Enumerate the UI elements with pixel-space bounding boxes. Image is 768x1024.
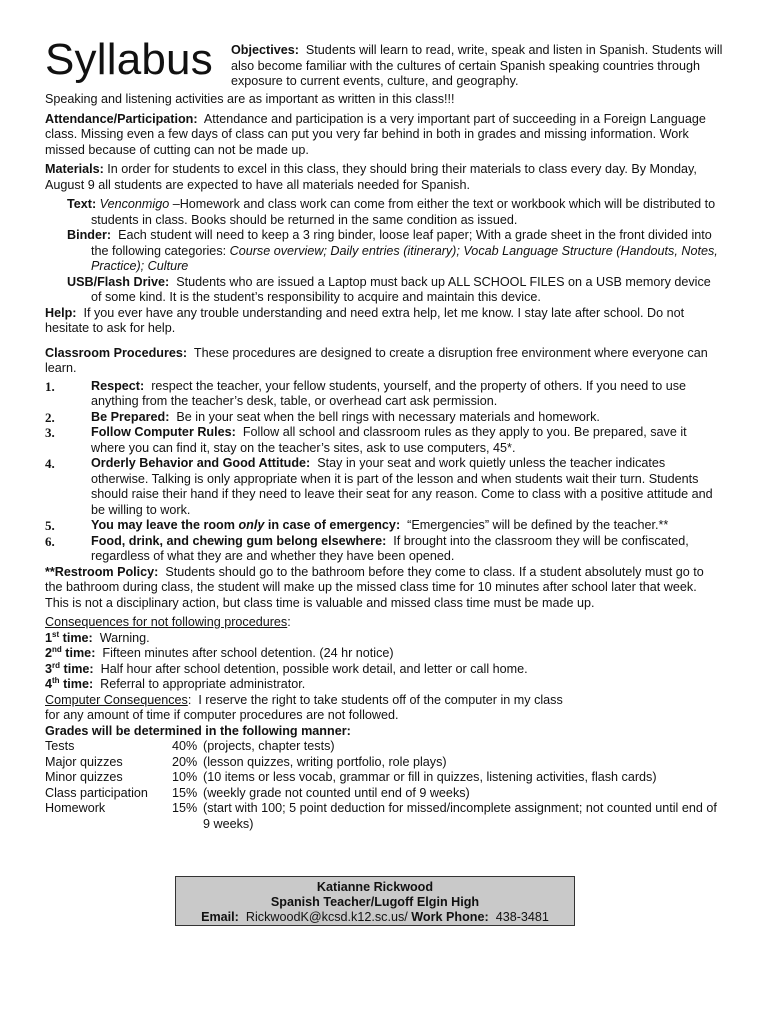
text-description: –Homework and class work can come from either the text or workbook which will be distributed to students in class. Books should be returned in the same condition as issued.	[91, 197, 716, 227]
rule-text: Follow all school and classroom rules as they apply to you. Be prepared, save it where you can find it, stay on the teacher’s sites, ask to use computers, 45*.	[91, 425, 687, 455]
consequence-text: Half hour after school detention, possible work detail, and letter or call home.	[100, 661, 528, 676]
rule-item	[45, 456, 723, 518]
materials-binder-item	[45, 228, 723, 275]
consequence-suffix: nd	[52, 645, 62, 654]
binder-categories: Course overview; Daily entries (itinerary); Vocab Language Structure (Handouts, Notes, Practice); Culture	[91, 243, 718, 273]
objectives-section	[231, 43, 723, 90]
rule-number: 6.	[45, 533, 55, 549]
restroom-section	[45, 565, 723, 612]
objectives-line2: Speaking and listening activities are as important as written in this class!!!	[45, 92, 455, 106]
rule-text: If brought into the classroom they will be confiscated, regardless of what they are and whether they have been opened.	[91, 533, 689, 563]
rule-number: 2.	[45, 409, 55, 425]
consequence-number: 4	[45, 677, 53, 691]
rule-number: 5.	[45, 518, 55, 533]
consequence-number: 2	[45, 646, 53, 660]
rule-number: 3.	[45, 425, 55, 440]
textbook-title: Venconmigo	[99, 197, 170, 211]
usb-text: Students who are issued a Laptop must back up ALL SCHOOL FILES on a USB memory device of some kind. It is the student’s responsibility to acquire and maintain this device.	[91, 274, 711, 304]
consequence-suffix: rd	[52, 660, 61, 670]
rule-label: Follow Computer Rules:	[91, 425, 236, 439]
grade-percent: 15%	[172, 801, 198, 815]
materials-text-item	[45, 197, 723, 228]
grade-note: (start with 100; 5 point deduction for missed/incomplete assignment; not counted until end of 9 weeks)	[203, 801, 717, 831]
consequence-item	[45, 662, 723, 678]
procedures-text: These procedures are designed to create a disruption free environment where everyone can learn.	[45, 345, 708, 375]
rule-text: Stay in your seat and work quietly unless the teacher indicates otherwise. Talking is only appropriate when it is part of the lesson and when students wait their turn. Students should raise their hand if they need to leave their seat for any reason. Come to class with a positive attitude and be willing to work.	[91, 456, 713, 517]
grade-note: (projects, chapter tests)	[203, 739, 335, 753]
rule-label: Orderly Behavior and Good Attitude:	[91, 456, 311, 470]
consequence-label: time:	[59, 630, 93, 645]
grade-percent: 40%	[172, 739, 198, 753]
consequence-number: 3	[45, 661, 53, 676]
table-row	[45, 786, 723, 802]
teacher-name: Katianne Rickwood	[316, 880, 434, 894]
rule-label-b: in case of emergency:	[264, 518, 401, 532]
consequence-label: time:	[61, 646, 96, 660]
phone-number: 438-3481	[495, 910, 549, 924]
table-row	[45, 755, 723, 771]
grade-note: (10 items or less vocab, grammar or fill in quizzes, listening activities, flash cards)	[203, 770, 657, 784]
consequence-item	[45, 646, 723, 662]
consequence-suffix: st	[52, 629, 60, 639]
usb-label: USB/Flash Drive:	[67, 274, 170, 289]
grades-heading: Grades will be determined in the following manner:	[45, 723, 351, 738]
restroom-text: Students should go to the bathroom before they come to class. If a student absolutely must go to the bathroom during class, the student will make up the missed class time for 10 minutes after school later that week. This is not a disciplinary action, but class time is valuable and missed class time must be made up.	[45, 564, 704, 610]
rule-item	[45, 534, 723, 565]
grade-category: Homework	[45, 801, 106, 815]
table-row	[45, 770, 723, 786]
binder-label: Binder:	[67, 228, 112, 242]
contact-box	[175, 876, 575, 926]
materials-usb-item	[45, 275, 723, 306]
rule-label-emphasis: only	[238, 518, 265, 532]
computer-consequences-heading: Computer Consequences	[45, 692, 188, 707]
rule-number: 1.	[45, 378, 55, 394]
help-label: Help:	[45, 305, 77, 320]
procedures-label: Classroom Procedures:	[45, 345, 188, 360]
syllabus-page	[45, 35, 723, 832]
binder-text: Each student will need to keep a 3 ring binder, loose leaf paper; With a grade sheet in the front divided into the following categories:	[91, 228, 712, 258]
attendance-label: Attendance/Participation:	[45, 111, 198, 126]
phone-label: Work Phone:	[411, 910, 489, 924]
materials-text: In order for students to excel in this class, they should bring their materials to class every day. By Monday, August 9 all students are expected to have all materials needed for Spanish.	[45, 162, 697, 192]
grade-percent: 15%	[172, 785, 198, 800]
objectives-text: Students will learn to read, write, speak and listen in Spanish. Students will also become familiar with the cultures of certain Spanish speaking countries through exposure to current events, culture, and geography.	[231, 43, 723, 88]
grade-category: Tests	[45, 739, 75, 753]
help-section	[45, 306, 723, 337]
attendance-text: Attendance and participation is a very important part of succeeding in a Foreign Language class. Missing even a few days of class can put you very far behind in both in grades and missing information. Work missed because of cutting can not be made up.	[45, 111, 706, 157]
rule-item	[45, 518, 723, 534]
consequences-heading-text: Consequences for not following procedures	[45, 615, 288, 629]
rule-label: Respect:	[91, 378, 145, 393]
text-label: Text:	[67, 197, 97, 211]
consequence-number: 1	[45, 630, 53, 645]
email-link[interactable]: RickwoodK@kcsd.k12.sc.us/	[245, 910, 408, 924]
computer-consequences: Computer Consequences: I reserve the right to take students off of the computer in my class	[45, 692, 563, 707]
help-text: If you ever have any trouble understanding and need extra help, let me know. I stay late after school. Do not hesitate to ask for help.	[45, 305, 685, 335]
consequence-label: time:	[59, 677, 94, 691]
grade-percent: 10%	[172, 770, 198, 784]
objectives-label: Objectives:	[231, 43, 299, 57]
rule-text: “Emergencies” will be defined by the teacher.**	[407, 518, 669, 532]
consequence-suffix: th	[52, 676, 60, 685]
header	[45, 35, 723, 93]
rule-number: 4.	[45, 456, 55, 471]
consequence-item	[45, 631, 723, 647]
computer-consequences-text2: for any amount of time if computer procedures are not followed.	[45, 708, 399, 722]
rule-label: Be Prepared:	[91, 409, 170, 424]
table-row	[45, 801, 723, 832]
materials-label: Materials:	[45, 162, 104, 176]
grade-category: Class participation	[45, 785, 148, 800]
rule-item	[45, 410, 723, 426]
contact-line	[176, 910, 574, 925]
rule-label-a: You may leave the room	[91, 518, 239, 532]
rule-label	[91, 518, 400, 532]
rule-label: Food, drink, and chewing gum belong elsewhere:	[91, 533, 387, 548]
table-row	[45, 739, 723, 755]
rule-text: respect the teacher, your fellow students, yourself, and the property of others. If you need to use anything from the teacher’s desk, table, or overhead cart ask permission.	[91, 378, 687, 408]
grade-note: (weekly grade not counted until end of 9 weeks)	[203, 785, 470, 800]
rules-list	[45, 379, 723, 565]
rule-item	[45, 379, 723, 410]
consequence-text: Referral to appropriate administrator.	[100, 677, 306, 691]
grade-percent: 20%	[172, 754, 198, 769]
rule-item	[45, 425, 723, 456]
restroom-label: **Restroom Policy:	[45, 564, 159, 579]
consequence-text: Warning.	[99, 630, 150, 645]
computer-consequences-text: I reserve the right to take students off of the computer in my class	[198, 692, 563, 707]
rule-text: Be in your seat when the bell rings with necessary materials and homework.	[176, 409, 600, 424]
page-title: Syllabus	[45, 35, 213, 84]
materials-section	[45, 162, 723, 193]
grade-note: (lesson quizzes, writing portfolio, role plays)	[203, 754, 447, 769]
consequence-text: Fifteen minutes after school detention. (24 hr notice)	[102, 646, 394, 660]
procedures-section	[45, 346, 723, 377]
consequence-label: time:	[60, 661, 94, 676]
consequence-item	[45, 677, 723, 693]
attendance-section	[45, 112, 723, 159]
grade-category: Major quizzes	[45, 754, 123, 769]
email-label: Email:	[201, 910, 239, 924]
consequences-heading: Consequences for not following procedures:	[45, 615, 291, 629]
teacher-role: Spanish Teacher/Lugoff Elgin High	[270, 895, 480, 909]
grades-table	[45, 739, 723, 832]
grade-category: Minor quizzes	[45, 770, 123, 784]
